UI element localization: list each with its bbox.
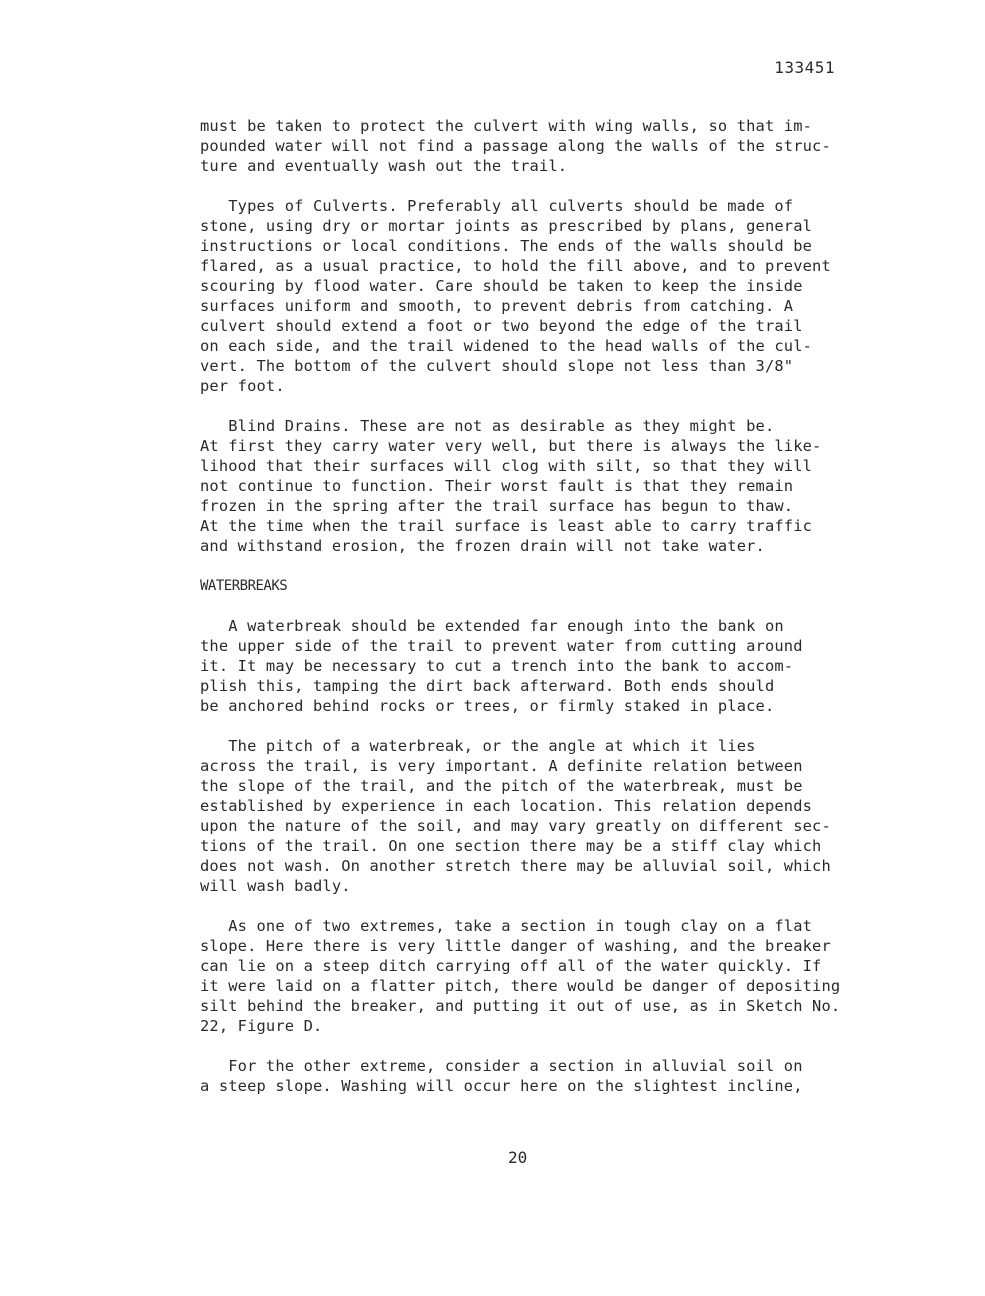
text-line: established by experience in each location. This relation depends — [200, 797, 813, 815]
text-line: 22, Figure D. — [200, 1017, 323, 1035]
text-line: does not wash. On another stretch there may be alluvial soil, which — [200, 857, 831, 875]
paragraph-blind-drains — [200, 416, 890, 556]
text-line: pounded water will not find a passage along the walls of the struc- — [200, 137, 831, 155]
text-line: ture and eventually wash out the trail. — [200, 157, 568, 175]
text-line: slope. Here there is very little danger of washing, and the breaker — [200, 937, 831, 955]
text-line: upon the nature of the soil, and may vary greatly on different sec- — [200, 817, 831, 835]
section-heading-waterbreaks: WATERBREAKS — [200, 578, 288, 594]
text-line: across the trail, is very important. A definite relation between — [200, 757, 803, 775]
text-line: not continue to function. Their worst fault is that they remain — [200, 477, 794, 495]
text-line: can lie on a steep ditch carrying off all of the water quickly. If — [200, 957, 822, 975]
text-line: surfaces uniform and smooth, to prevent debris from catching. A — [200, 297, 794, 315]
paragraph-tough-clay-extreme — [200, 916, 890, 1036]
text-line: instructions or local conditions. The ends of the walls should be — [200, 237, 813, 255]
text-line: and withstand erosion, the frozen drain will not take water. — [200, 537, 765, 555]
text-line: lihood that their surfaces will clog with silt, so that they will — [200, 457, 813, 475]
text-line: vert. The bottom of the culvert should slope not less than 3/8" — [200, 357, 794, 375]
paragraph-types-of-culverts — [200, 196, 890, 396]
text-line: For the other extreme, consider a section in alluvial soil on — [200, 1057, 803, 1075]
paragraph-culvert-wing-walls — [200, 116, 890, 176]
text-line: At first they carry water very well, but there is always the like- — [200, 437, 822, 455]
text-line: As one of two extremes, take a section in tough clay on a flat — [200, 917, 813, 935]
text-line: stone, using dry or mortar joints as prescribed by plans, general — [200, 217, 813, 235]
text-line: silt behind the breaker, and putting it out of use, as in Sketch No. — [200, 997, 841, 1015]
page-number: 20 — [508, 1148, 528, 1167]
paragraph-waterbreak-extension — [200, 616, 890, 716]
text-line: plish this, tamping the dirt back afterward. Both ends should — [200, 677, 775, 695]
text-line: a steep slope. Washing will occur here on the slightest incline, — [200, 1077, 803, 1095]
text-line: it. It may be necessary to cut a trench into the bank to accom- — [200, 657, 794, 675]
text-line: flared, as a usual practice, to hold the fill above, and to prevent — [200, 257, 831, 275]
text-line: must be taken to protect the culvert with wing walls, so that im- — [200, 117, 813, 135]
text-line: tions of the trail. On one section there may be a stiff clay which — [200, 837, 822, 855]
text-line: At the time when the trail surface is least able to carry traffic — [200, 517, 813, 535]
text-line: A waterbreak should be extended far enough into the bank on — [200, 617, 784, 635]
paragraph-alluvial-soil-extreme — [200, 1056, 890, 1096]
text-line: on each side, and the trail widened to the head walls of the cul- — [200, 337, 813, 355]
text-line: culvert should extend a foot or two beyond the edge of the trail — [200, 317, 803, 335]
text-line: it were laid on a flatter pitch, there would be danger of depositing — [200, 977, 841, 995]
text-line: Types of Culverts. Preferably all culverts should be made of — [200, 197, 794, 215]
text-line: will wash badly. — [200, 877, 351, 895]
text-line: scouring by flood water. Care should be taken to keep the inside — [200, 277, 803, 295]
body-text — [200, 116, 890, 1116]
text-line: the slope of the trail, and the pitch of the waterbreak, must be — [200, 777, 803, 795]
document-number: 133451 — [774, 58, 835, 77]
text-line: frozen in the spring after the trail surface has begun to thaw. — [200, 497, 794, 515]
text-line: The pitch of a waterbreak, or the angle at which it lies — [200, 737, 756, 755]
text-line: the upper side of the trail to prevent water from cutting around — [200, 637, 803, 655]
paragraph-waterbreak-pitch — [200, 736, 890, 896]
text-line: Blind Drains. These are not as desirable as they might be. — [200, 417, 775, 435]
text-line: be anchored behind rocks or trees, or firmly staked in place. — [200, 697, 775, 715]
text-line: per foot. — [200, 377, 285, 395]
